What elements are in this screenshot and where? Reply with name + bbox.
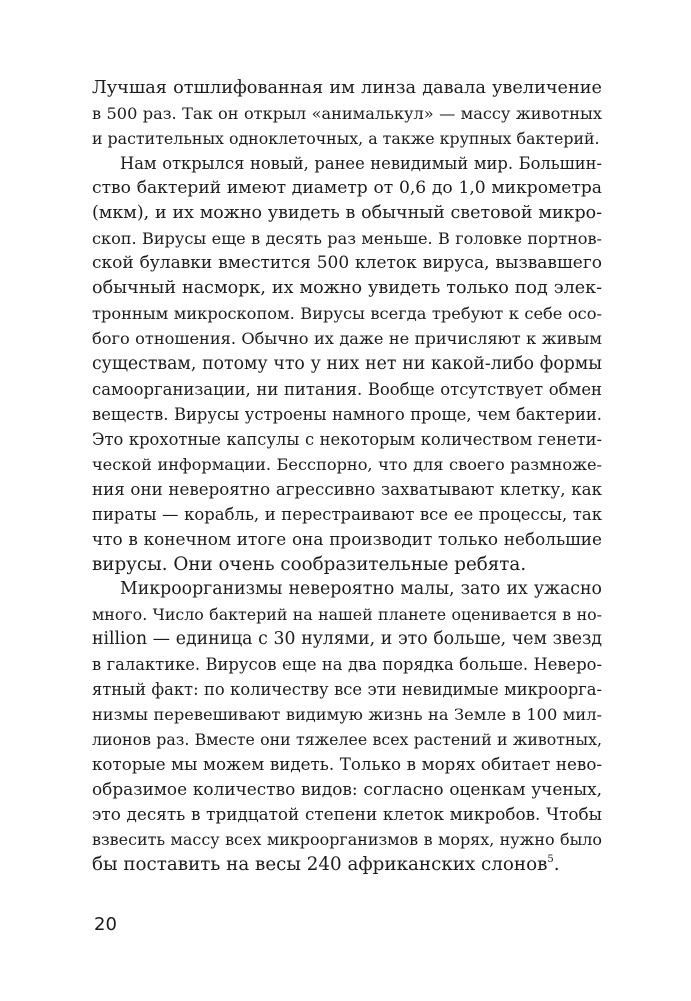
text-line: обычный насморк, их можно увидеть только под элек- [92, 278, 602, 299]
text-line: ятный факт: по количеству все эти невидимые микроорга- [92, 680, 602, 700]
text-line: и растительных одноклеточных, а также крупных бактерий. [92, 129, 600, 149]
text-line: бого отношения. Обычно их даже не причисляют к живым [92, 329, 602, 349]
text-line: пираты — корабль, и перестраивают все ее процессы, так [92, 504, 602, 524]
text-line: самоорганизации, ни питания. Вообще отсутствует обмен [92, 379, 602, 399]
text-line: ческой информации. Бесспорно, что для своего размноже- [92, 454, 602, 474]
text-line: Лучшая отшлифованная им линза давала увеличение [92, 78, 602, 98]
text-line: ство бактерий имеют диаметр от 0,6 до 1,0 микрометра [92, 178, 602, 199]
final-period: . [553, 854, 560, 876]
text-line: низмы перевешивают видимую жизнь на Земле в 100 мил- [92, 705, 602, 725]
text-line: веществ. Вирусы устроены намного проще, чем бактерии. [92, 404, 602, 424]
text-line: много. Число бактерий на нашей планете оценивается в но- [92, 604, 602, 624]
text-line: это десять в тридцатой степени клеток микробов. Чтобы [92, 804, 602, 825]
text-line: существам, потому что у них нет ни какой-либо формы [92, 353, 602, 374]
body-text [92, 76, 602, 878]
footnote-marker[interactable]: 5 [547, 854, 554, 866]
text-line: скоп. Вирусы еще в десять раз меньше. В головке портнов- [92, 229, 602, 249]
text-line: тронным микроскопом. Вирусы всегда требуют к себе осо- [92, 304, 602, 324]
text-line: лионов раз. Вместе они тяжелее всех растений и животных, [92, 730, 602, 750]
text-line: что в конечном итоге она производит только небольшие [92, 528, 602, 549]
text-line: нillion — единица с 30 нулями, и это больше, чем звезд [92, 629, 602, 650]
text-line: образимое количество видов: согласно оценкам ученых, [92, 779, 602, 800]
text-line: вирусы. Они очень сообразительные ребята. [92, 553, 527, 575]
text-line: в галактике. Вирусов еще на два порядка больше. Неверо- [92, 655, 602, 675]
text-line: ния они невероятно агрессивно захватывают клетку, как [92, 479, 602, 499]
text-line: Это крохотные капсулы с некоторым количеством генети- [92, 429, 602, 449]
text-line: ской булавки вместится 500 клеток вируса, вызвавшего [92, 253, 602, 274]
text-line: которые мы можем видеть. Только в морях обитает нево- [92, 754, 602, 775]
text-line: взвесить массу всех микроорганизмов в морях, нужно было [92, 830, 602, 850]
text-line: в 500 раз. Так он открыл «анималькул» — массу животных [92, 104, 602, 124]
text-line-with-footnote [92, 852, 602, 877]
text-line: Нам открылся новый, ранее невидимый мир. Большин- [120, 154, 602, 174]
text-line-content: бы поставить на весы 240 африканских слонов [92, 854, 548, 876]
text-line: (мкм), и их можно увидеть в обычный световой микро- [92, 203, 602, 224]
text-line: Микроорганизмы невероятно малы, зато их ужасно [120, 578, 602, 599]
page-number: 20 [94, 914, 117, 935]
